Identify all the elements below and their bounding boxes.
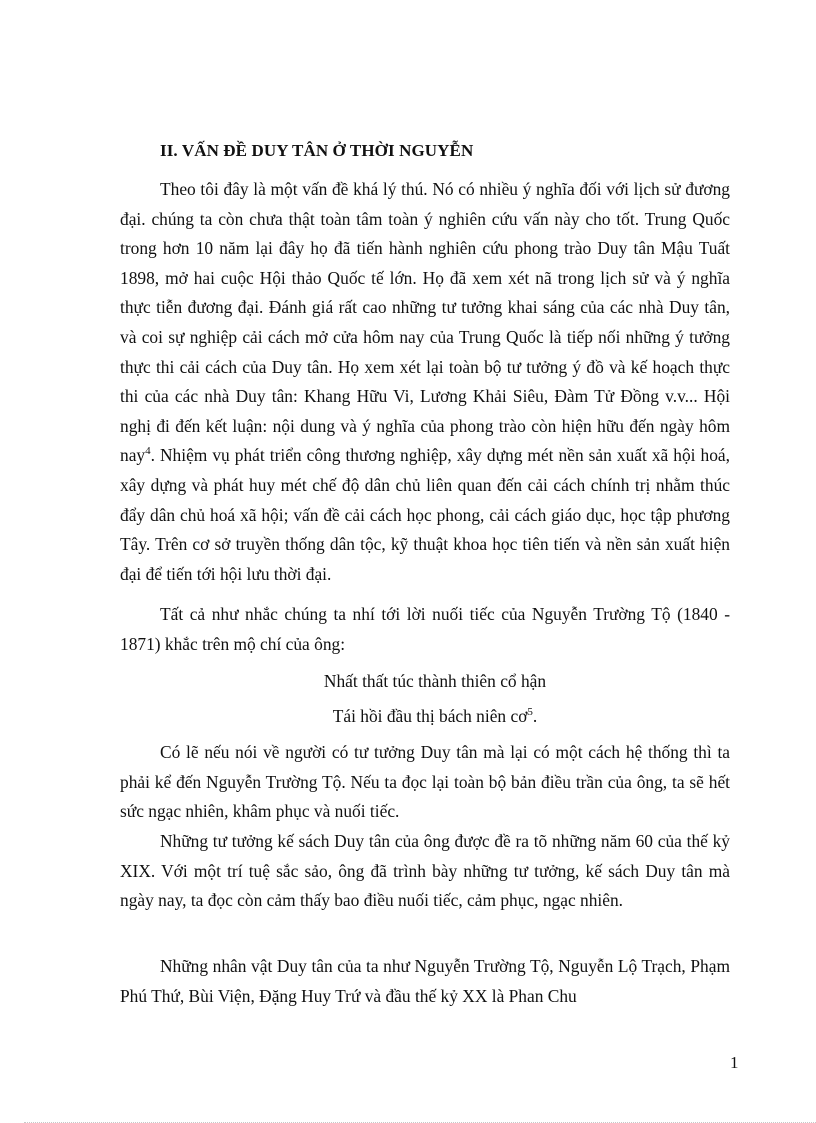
paragraph-1-text-after: . Nhiệm vụ phát triển công thương nghiệp, xây dựng mét nền sản xuất xã hội hoá, xây dựng và phát huy mét chế độ dân chủ liên quan đến cải cách chính trị nhằm thúc đẩy dân chủ hoá xã hội; vấn đề cải cách học phong, cải cách giáo dục, học tập phương Tây. Trên cơ sở truyền thống dân tộc, kỹ thuật khoa học tiên tiến và nền sản xuất hiện đại để tiến tới hội lưu thời đại. [120,445,730,584]
paragraph-2: Tất cả như nhắc chúng ta nhí tới lời nuối tiếc của Nguyễn Trường Tộ (1840 - 1871) khắc trên mộ chí của ông: [120,604,730,654]
paragraph-3: Có lẽ nếu nói về người có tư tưởng Duy tân mà lại có một cách hệ thống thì ta phải kể đến Nguyễn Trường Tộ. Nếu ta đọc lại toàn bộ bản điều trần của ông, ta sẽ hết sức ngạc nhiên, khâm phục và nuối tiếc. [120,742,730,822]
footnote-mark-5[interactable]: 5 [527,706,533,719]
section-heading: II. VẤN ĐỀ DUY TÂN Ở THỜI NGUYỄN [160,141,474,160]
poem-line-2 [120,701,730,731]
poem-line-2-end: . [532,706,538,726]
paragraph-1-text: Theo tôi đây là một vấn đề khá lý thú. Nó có nhiều ý nghĩa đối với lịch sử đương đại. chúng ta còn chưa thật toàn tâm toàn ý nghiên cứu vấn này cho tốt. Trung Quốc trong hơn 10 năm lại đây họ đã tiến hành nghiên cứu phong trào Duy tân Mậu Tuất 1898, mở hai cuộc Hội thảo Quốc tế lớn. Họ đã xem xét nã trong lịch sử và ý nghĩa thực tiễn đương đại. Đánh giá rất cao những tư tưởng khai sáng của các nhà Duy tân, và coi sự nghiệp cải cách mở cửa hôm nay của Trung Quốc là tiếp nối những ý tưởng thực thi cải cách của Duy tân. Họ xem xét lại toàn bộ tư tưởng ý đồ và kế hoạch thực thi của các nhà Duy tân: Khang Hữu Vi, Lương Khải Siêu, Đàm Tử Đồng v.v... Hội nghị đi đến kết luận: nội dung và ý nghĩa của phong trào còn hiện hữu đến ngày hôm nay [120,179,730,466]
footnote-mark-4[interactable]: 4 [145,445,151,458]
poem-line-2-text: Tái hồi đầu thị bách niên cơ [332,706,528,726]
page-number: 1 [730,1053,739,1072]
poem-line-1: Nhất thất túc thành thiên cổ hận [323,671,547,691]
paragraph-1 [120,175,730,589]
paragraph-4: Những tư tưởng kế sách Duy tân của ông được đề ra tõ những năm 60 của thế kỷ XIX. Với một trí tuệ sắc sảo, ông đã trình bày những tư tưởng, kế sách Duy tân mà ngày nay, ta đọc còn cảm thấy bao điều nuối tiếc, cảm phục, ngạc nhiên. [120,831,730,911]
paragraph-5: Những nhân vật Duy tân của ta như Nguyễn Trường Tộ, Nguyễn Lộ Trạch, Phạm Phú Thứ, Bùi Viện, Đặng Huy Trứ và đầu thế kỷ XX là Phan Chu [120,956,730,1006]
